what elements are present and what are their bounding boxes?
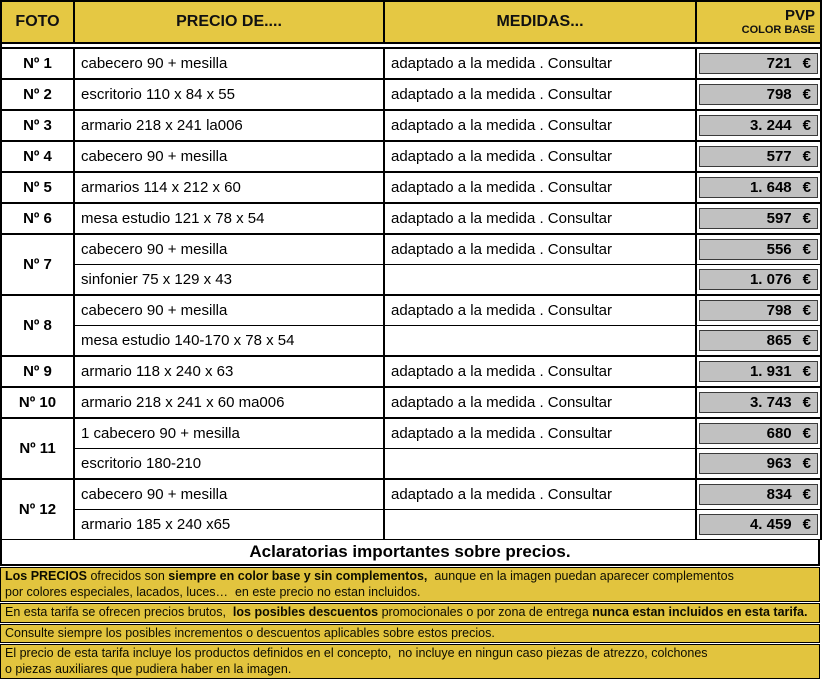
pvp-value: 963 [766,455,792,472]
pvp-value-box [699,330,818,351]
notes-section [0,567,820,679]
pvp-value-box [699,53,818,74]
table-row [1,387,821,418]
pvp-value-box [699,239,818,260]
column-header-medidas: MEDIDAS... [384,1,696,43]
euro-sign: € [802,455,811,472]
medidas-cell: adaptado a la medida . Consultar [384,234,696,265]
euro-sign: € [802,332,811,349]
pvp-cell [696,356,821,387]
euro-sign: € [802,86,811,103]
note-line: Los PRECIOS ofrecidos son siempre en color base y sin complementos, aunque en la imagen puedan aparecer complementos [5,569,734,583]
pvp-value-box [699,361,818,382]
concepto-cell: cabecero 90 + mesilla [74,479,384,510]
medidas-cell: adaptado a la medida . Consultar [384,79,696,110]
pvp-value: 577 [766,148,792,165]
pvp-value: 680 [766,425,792,442]
pvp-cell [696,387,821,418]
table-row [1,48,821,79]
pvp-cell [696,79,821,110]
foto-cell: Nº 8 [1,295,74,356]
foto-cell: Nº 6 [1,203,74,234]
pvp-value-box [699,514,818,535]
table-header-row [1,1,821,43]
medidas-cell: adaptado a la medida . Consultar [384,387,696,418]
pvp-value: 1. 076 [749,271,792,288]
pvp-value-box [699,392,818,413]
note-line: En esta tarifa se ofrecen precios brutos, los posibles descuentos promocionales o por zona de entrega nunca estan incluidos en esta tarifa. [5,605,808,619]
pvp-value-box [699,115,818,136]
pvp-cell [696,48,821,79]
concepto-cell: escritorio 110 x 84 x 55 [74,79,384,110]
table-row [1,265,821,296]
pvp-cell [696,510,821,540]
concepto-cell: sinfonier 75 x 129 x 43 [74,265,384,296]
pvp-cell [696,479,821,510]
column-header-pvp [696,1,821,43]
color-base-label: COLOR BASE [741,24,815,36]
euro-sign: € [802,486,811,503]
medidas-cell [384,265,696,296]
table-row [1,356,821,387]
euro-sign: € [802,55,811,72]
note-box [0,624,820,644]
pvp-cell [696,172,821,203]
pvp-value-box [699,177,818,198]
pvp-cell [696,326,821,357]
medidas-cell: adaptado a la medida . Consultar [384,141,696,172]
medidas-cell [384,449,696,480]
medidas-cell [384,510,696,540]
column-header-precio: PRECIO DE.... [74,1,384,43]
medidas-cell: adaptado a la medida . Consultar [384,295,696,326]
euro-sign: € [802,210,811,227]
euro-sign: € [802,148,811,165]
concepto-cell: mesa estudio 140-170 x 78 x 54 [74,326,384,357]
pvp-value: 865 [766,332,792,349]
pvp-value-box [699,453,818,474]
concepto-cell: mesa estudio 121 x 78 x 54 [74,203,384,234]
foto-cell: Nº 10 [1,387,74,418]
medidas-cell [384,326,696,357]
pvp-value: 1. 931 [749,363,792,380]
note-box [0,603,820,623]
table-row [1,79,821,110]
pvp-value-box [699,484,818,505]
pvp-value: 556 [766,241,792,258]
pvp-value: 798 [766,86,792,103]
euro-sign: € [802,241,811,258]
medidas-cell: adaptado a la medida . Consultar [384,203,696,234]
note-line: por colores especiales, lacados, luces… en este precio no estan incluidos. [5,584,421,599]
table-row [1,326,821,357]
table-row [1,510,821,540]
table-row [1,110,821,141]
concepto-cell: cabecero 90 + mesilla [74,234,384,265]
foto-cell: Nº 2 [1,79,74,110]
pvp-value-box [699,208,818,229]
note-box [0,567,820,602]
medidas-cell: adaptado a la medida . Consultar [384,479,696,510]
pvp-value-box [699,300,818,321]
pvp-cell [696,110,821,141]
euro-sign: € [802,425,811,442]
euro-sign: € [802,302,811,319]
pvp-value: 798 [766,302,792,319]
foto-cell: Nº 5 [1,172,74,203]
pvp-cell [696,449,821,480]
pvp-value: 1. 648 [749,179,792,196]
foto-cell: Nº 1 [1,48,74,79]
note-box [0,644,820,679]
concepto-cell: armario 218 x 241 la006 [74,110,384,141]
euro-sign: € [802,117,811,134]
medidas-cell: adaptado a la medida . Consultar [384,356,696,387]
pvp-cell [696,265,821,296]
pvp-value-box [699,269,818,290]
foto-cell: Nº 7 [1,234,74,295]
euro-sign: € [802,179,811,196]
table-row [1,234,821,265]
table-row [1,203,821,234]
medidas-cell: adaptado a la medida . Consultar [384,110,696,141]
pvp-value: 3. 244 [749,117,792,134]
concepto-cell: armario 218 x 241 x 60 ma006 [74,387,384,418]
pvp-cell [696,234,821,265]
foto-cell: Nº 4 [1,141,74,172]
medidas-cell: adaptado a la medida . Consultar [384,48,696,79]
concepto-cell: 1 cabecero 90 + mesilla [74,418,384,449]
pvp-cell [696,141,821,172]
medidas-cell: adaptado a la medida . Consultar [384,172,696,203]
pvp-cell [696,295,821,326]
concepto-cell: escritorio 180-210 [74,449,384,480]
concepto-cell: armarios 114 x 212 x 60 [74,172,384,203]
table-row [1,295,821,326]
pvp-value-box [699,423,818,444]
table-row [1,141,821,172]
pvp-value-box [699,84,818,105]
pvp-value: 4. 459 [749,516,792,533]
concepto-cell: cabecero 90 + mesilla [74,141,384,172]
foto-cell: Nº 3 [1,110,74,141]
foto-cell: Nº 11 [1,418,74,479]
pvp-value-box [699,146,818,167]
concepto-cell: cabecero 90 + mesilla [74,48,384,79]
note-line: o piezas auxiliares que pudiera haber en la imagen. [5,661,292,676]
notes-title: Aclaratorias importantes sobre precios. [0,540,820,566]
concepto-cell: armario 185 x 240 x65 [74,510,384,540]
concepto-cell: cabecero 90 + mesilla [74,295,384,326]
table-row [1,418,821,449]
euro-sign: € [802,363,811,380]
concepto-cell: armario 118 x 240 x 63 [74,356,384,387]
euro-sign: € [802,394,811,411]
pvp-cell [696,418,821,449]
pvp-value: 597 [766,210,792,227]
note-line: Consulte siempre los posibles incrementos o descuentos aplicables sobre estos precios. [5,625,495,640]
table-row [1,479,821,510]
pvp-value: 721 [766,55,792,72]
euro-sign: € [802,516,811,533]
pvp-label: PVP [784,7,815,24]
pvp-cell [696,203,821,234]
pvp-value: 3. 743 [749,394,792,411]
foto-cell: Nº 9 [1,356,74,387]
foto-cell: Nº 12 [1,479,74,540]
table-row [1,172,821,203]
column-header-foto: FOTO [1,1,74,43]
euro-sign: € [802,271,811,288]
pvp-value: 834 [766,486,792,503]
medidas-cell: adaptado a la medida . Consultar [384,418,696,449]
note-line: El precio de esta tarifa incluye los productos definidos en el concepto, no incluye en ningun caso piezas de atrezzo, colchones [5,646,708,660]
table-row [1,449,821,480]
